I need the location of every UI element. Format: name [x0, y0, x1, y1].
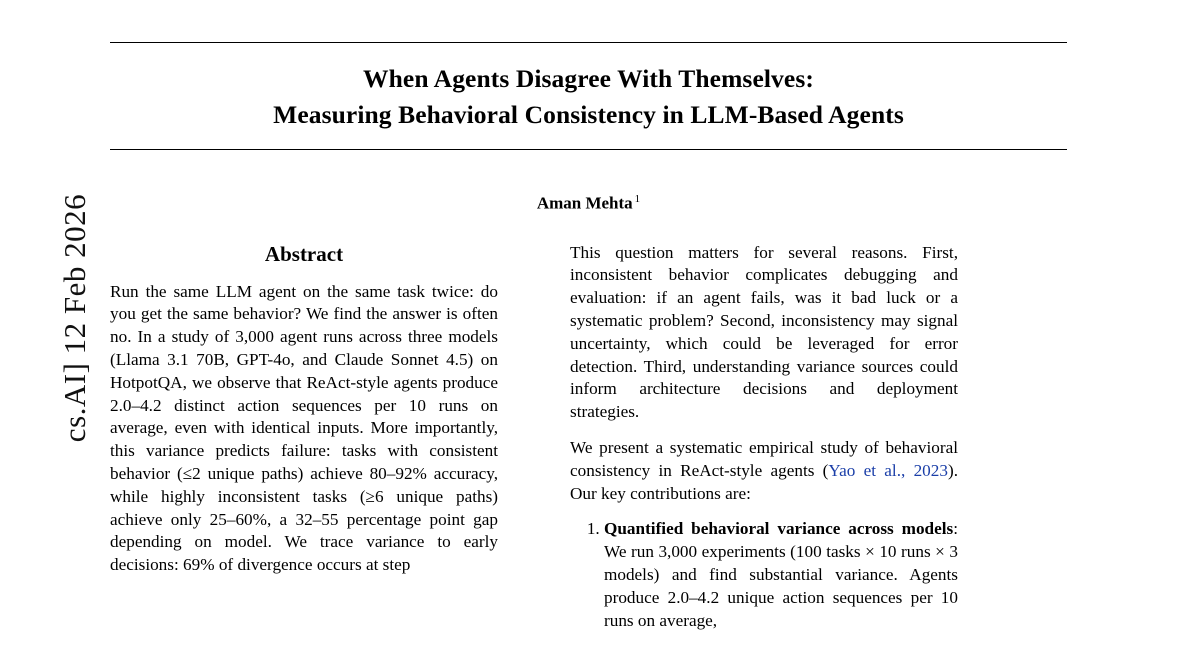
- intro-paragraph-2-post: ). Our key contributions are:: [570, 460, 958, 503]
- title-line-1: When Agents Disagree With Themselves:: [363, 64, 814, 93]
- citation-link-yao-2023[interactable]: Yao et al., 2023: [828, 460, 948, 480]
- author-name: Aman Mehta: [536, 193, 633, 213]
- paper-page: [110, 0, 1200, 648]
- list-item: [604, 518, 958, 632]
- title-rule-bottom: [110, 149, 1067, 150]
- arxiv-stamp-text: cs.AI] 12 Feb 2026: [57, 193, 92, 443]
- intro-paragraph-1: This question matters for several reasons. First, inconsistent behavior complicates debugging and evaluation: if an agent fails, was it bad luck or a systematic problem? Second, inconsistency may signal uncertainty, which could be leveraged for error detection. Third, understanding variance sources could inform architecture decisions and deployment strategies.: [570, 242, 958, 422]
- two-column-body: [110, 242, 1067, 643]
- intro-paragraph-2: [570, 437, 958, 505]
- left-column: [110, 242, 498, 643]
- arxiv-stamp: [0, 0, 110, 648]
- right-column: [570, 242, 958, 643]
- contributions-list: [570, 518, 958, 632]
- abstract-heading: Abstract: [264, 241, 344, 266]
- author-affiliation-marker: 1: [634, 193, 641, 205]
- page-title: [110, 43, 1067, 149]
- contribution-lead-1: Quantified behavioral variance across models: [604, 519, 954, 539]
- abstract-text: Run the same LLM agent on the same task twice: do you get the same behavior? We find the answer is often no. In a study of 3,000 agent runs across three models (Llama 3.1 70B, GPT-4o, and Claude Sonnet 4.5) on HotpotQA, we observe that ReAct-style agents produce 2.0–4.2 distinct action sequences per 10 runs on average, even with identical inputs. More importantly, this variance predicts failure: tasks with consistent behavior (≤2 unique paths) achieve 80–92% accuracy, while highly inconsistent tasks (≥6 unique paths) achieve only 25–60%, a 32–55 percentage point gap depending on model. We trace variance to early decisions: 69% of divergence occurs at step: [110, 281, 498, 575]
- title-line-2: Measuring Behavioral Consistency in LLM-Based Agents: [273, 100, 904, 129]
- contribution-rest-1: : We run 3,000 experiments (100 tasks × 10 runs × 3 models) and find substantial variance. Agents produce 2.0–4.2 unique action sequences per 10 runs on average,: [604, 519, 958, 630]
- intro-paragraph-2-pre: We present a systematic empirical study of behavioral consistency in ReAct-style agents (: [570, 438, 958, 480]
- author-block: [110, 193, 1067, 214]
